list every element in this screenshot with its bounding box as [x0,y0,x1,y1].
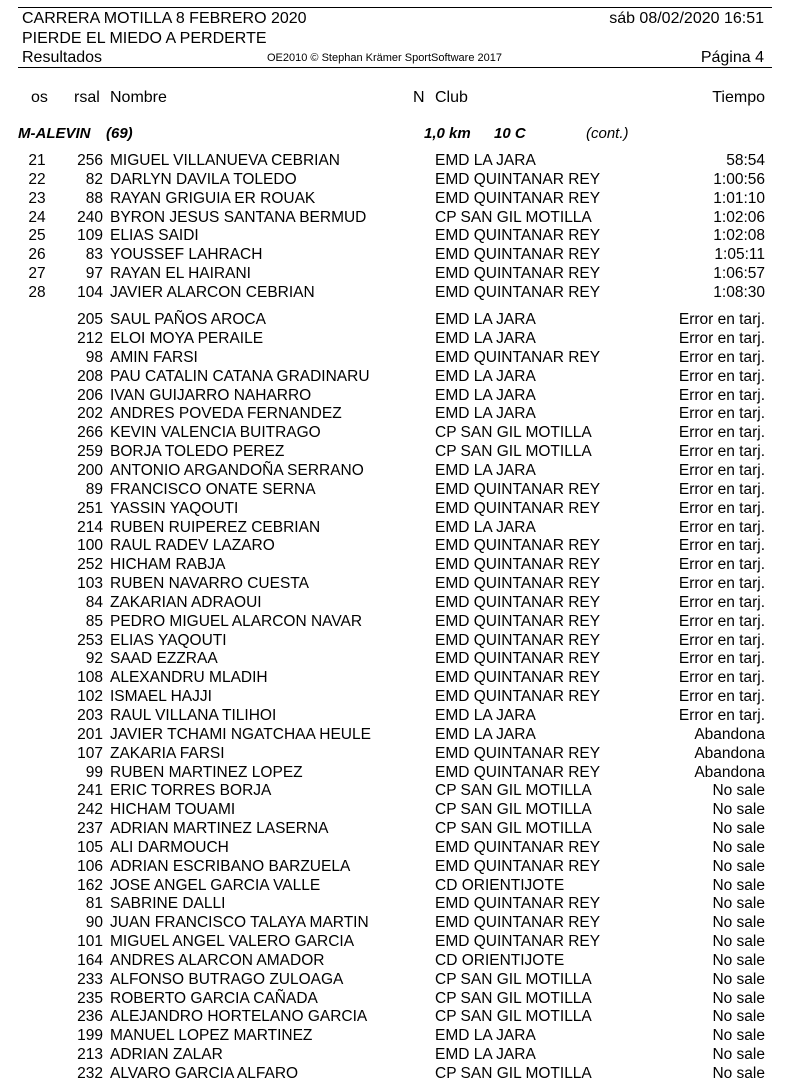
cell-time: Error en tarj. [678,386,765,404]
cell-time: Error en tarj. [678,480,765,498]
cell-club: EMD LA JARA [435,330,536,348]
cell-bib: 84 [85,593,103,611]
cell-time: No sale [712,951,765,969]
cell-time: Error en tarj. [678,405,765,423]
cell-club: CP SAN GIL MOTILLA [435,801,592,819]
table-row [0,481,800,500]
cell-bib: 241 [77,782,103,800]
cell-time: Error en tarj. [678,462,765,479]
cell-time: Error en tarj. [678,688,765,706]
cell-club: EMD QUINTANAR REY [435,593,601,611]
print-datetime: sáb 08/02/2020 16:51 [609,10,764,27]
table-row [0,1008,800,1027]
cell-time: No sale [712,782,765,800]
cell-name: ZAKARIAN ADRAOUI [110,593,262,611]
cell-time: 1:00:56 [713,170,765,188]
cell-bib: 85 [85,612,103,630]
table-row [0,914,800,933]
header-rule [18,67,772,68]
cell-club: EMD QUINTANAR REY [435,537,601,555]
cell-bib: 252 [77,556,103,574]
cell-club: EMD LA JARA [435,462,536,479]
category-name: M-ALEVIN [18,125,91,142]
cell-position: 24 [28,208,46,226]
section-title: Resultados [22,49,103,66]
cell-name: YASSIN YAQOUTI [110,499,239,517]
cell-time: Error en tarj. [678,631,765,649]
cell-name: RAUL VILLANA TILIHOI [110,706,277,724]
cell-name: BYRON JESUS SANTANA BERMUD [110,208,367,226]
cell-time: No sale [712,933,765,951]
table-row [0,839,800,858]
cell-name: HICHAM TOUAMI [110,801,236,819]
cell-bib: 99 [85,763,103,781]
table-row [0,764,800,783]
cell-time: Error en tarj. [678,669,765,687]
table-row [0,745,800,764]
cell-name: ALEXANDRU MLADIH [110,669,268,687]
table-row [0,820,800,839]
cell-club: CD ORIENTIJOTE [435,876,565,894]
table-row [0,556,800,575]
cell-club: EMD QUINTANAR REY [435,612,601,630]
cell-name: ALFONSO BUTRAGO ZULOAGA [110,970,344,988]
cell-bib: 237 [77,820,103,838]
cell-time: Error en tarj. [678,518,765,536]
cell-bib: 203 [77,706,103,724]
cell-time: 1:01:10 [713,189,765,207]
cell-bib: 206 [77,386,103,404]
top-rule [18,7,772,8]
cell-club: EMD LA JARA [435,725,536,743]
cell-club: EMD QUINTANAR REY [435,575,601,593]
table-row [0,669,800,688]
cell-club: CP SAN GIL MOTILLA [435,1008,592,1026]
cell-name: YOUSSEF LAHRACH [110,246,263,264]
cell-time: Abandona [694,725,765,743]
cell-club: EMD QUINTANAR REY [435,265,601,283]
cell-bib: 205 [77,311,103,329]
cell-club: EMD QUINTANAR REY [435,838,601,856]
cell-time: No sale [712,970,765,988]
cell-name: JUAN FRANCISCO TALAYA MARTIN [110,914,369,932]
cell-name: AMIN FARSI [110,348,198,366]
cell-club: CP SAN GIL MOTILLA [435,443,592,461]
table-row [0,1046,800,1065]
table-row [0,227,800,246]
cell-name: RAUL RADEV LAZARO [110,537,275,555]
cell-name: ANDRES ALARCON AMADOR [110,951,325,969]
cell-bib: 232 [77,1065,103,1082]
cell-name: JAVIER TCHAMI NGATCHAA HEULE [110,725,371,743]
cell-time: No sale [712,989,765,1007]
cell-time: No sale [712,1027,765,1045]
cell-time: 1:05:11 [714,246,765,264]
cell-club: EMD QUINTANAR REY [435,688,601,706]
table-row [0,1027,800,1046]
cell-time: 1:06:57 [713,265,765,283]
cell-position: 25 [28,227,46,245]
cell-bib: 212 [77,330,103,348]
cell-club: CP SAN GIL MOTILLA [435,208,592,226]
table-row [0,246,800,265]
cell-name: ZAKARIA FARSI [110,744,225,762]
cell-bib: 236 [77,1008,103,1026]
table-row [0,707,800,726]
cell-name: JOSE ANGEL GARCIA VALLE [110,876,321,894]
cell-club: EMD QUINTANAR REY [435,895,601,913]
table-row [0,462,800,481]
table-row [0,726,800,745]
table-row [0,330,800,349]
cell-bib: 253 [77,631,103,649]
table-row [0,594,800,613]
cell-club: EMD QUINTANAR REY [435,189,601,207]
cell-club: CP SAN GIL MOTILLA [435,1065,592,1082]
table-row [0,688,800,707]
cell-time: No sale [712,876,765,894]
cell-position: 22 [28,170,46,188]
cell-time: Error en tarj. [678,424,765,442]
cell-club: EMD QUINTANAR REY [435,556,601,574]
cell-bib: 251 [77,499,103,517]
cell-name: MIGUEL VILLANUEVA CEBRIAN [110,152,340,169]
cell-name: PAU CATALIN CATANA GRADINARU [110,367,370,385]
cell-club: EMD LA JARA [435,706,536,724]
cell-bib: 82 [85,170,103,188]
cell-club: EMD LA JARA [435,1046,536,1064]
table-row [0,349,800,368]
table-row [0,650,800,669]
cell-position: 27 [28,265,46,283]
cell-bib: 164 [77,951,103,969]
cell-time: 1:02:08 [713,227,765,245]
cell-time: No sale [712,914,765,932]
cell-bib: 92 [85,650,103,668]
cell-name: ANDRES POVEDA FERNANDEZ [110,405,342,423]
cell-name: ADRIAN ZALAR [110,1046,223,1064]
cell-bib: 201 [77,725,103,743]
cell-club: CP SAN GIL MOTILLA [435,989,592,1007]
cell-bib: 162 [77,876,103,894]
cell-club: EMD QUINTANAR REY [435,246,601,264]
cell-name: MIGUEL ANGEL VALERO GARCIA [110,933,355,951]
cell-bib: 100 [77,537,103,555]
table-row [0,387,800,406]
cell-time: Error en tarj. [678,348,765,366]
cell-bib: 98 [85,348,103,366]
cell-bib: 90 [85,914,103,932]
cell-time: Error en tarj. [678,575,765,593]
cell-bib: 97 [85,265,103,283]
cell-name: ISMAEL HAJJI [110,688,212,706]
cell-name: ELOI MOYA PERAILE [110,330,264,348]
cell-bib: 199 [77,1027,103,1045]
table-row [0,368,800,387]
table-row [0,519,800,538]
cell-club: EMD QUINTANAR REY [435,744,601,762]
cell-name: ALVARO GARCIA ALFARO [110,1065,299,1082]
cell-bib: 108 [77,669,103,687]
cell-bib: 88 [85,189,103,207]
cell-club: EMD QUINTANAR REY [435,348,601,366]
cell-position: 28 [28,283,46,301]
cell-bib: 89 [85,480,103,498]
cell-name: SABRINE DALLI [110,895,226,913]
cell-club: EMD LA JARA [435,405,536,423]
cell-bib: 107 [77,744,103,762]
table-row [0,952,800,971]
cell-bib: 259 [77,443,103,461]
cell-time: No sale [712,857,765,875]
cell-name: RUBEN RUIPEREZ CEBRIAN [110,518,321,536]
cell-time: No sale [712,820,765,838]
cell-time: Error en tarj. [678,650,765,668]
table-row [0,265,800,284]
table-row [0,990,800,1009]
cell-bib: 235 [77,989,103,1007]
cell-name: ERIC TORRES BORJA [110,782,272,800]
table-row [0,877,800,896]
cell-time: 1:08:30 [713,283,765,301]
table-row [0,575,800,594]
cell-bib: 213 [77,1046,103,1064]
cell-bib: 256 [77,152,103,169]
cell-position: 23 [28,189,46,207]
cell-time: Error en tarj. [678,443,765,461]
table-row [0,632,800,651]
cell-time: Error en tarj. [678,367,765,385]
cell-time: 58:54 [726,152,765,169]
cell-bib: 233 [77,970,103,988]
cell-club: EMD QUINTANAR REY [435,857,601,875]
cell-time: Error en tarj. [678,593,765,611]
col-header-n: N [413,89,425,106]
cell-club: EMD LA JARA [435,367,536,385]
cell-bib: 202 [77,405,103,423]
cell-name: FRANCISCO ONATE SERNA [110,480,316,498]
cell-time: Error en tarj. [678,612,765,630]
cell-time: Error en tarj. [678,537,765,555]
cell-name: BORJA TOLEDO PEREZ [110,443,285,461]
cell-name: JAVIER ALARCON CEBRIAN [110,283,315,301]
cell-name: ROBERTO GARCIA CAÑADA [110,989,318,1007]
cell-name: SAAD EZZRAA [110,650,218,668]
cell-name: ANTONIO ARGANDOÑA SERRANO [110,462,364,479]
cell-club: CP SAN GIL MOTILLA [435,820,592,838]
cell-time: 1:02:06 [713,208,765,226]
col-header-name: Nombre [110,89,167,106]
cell-time: No sale [712,1046,765,1064]
cell-name: RAYAN EL HAIRANI [110,265,251,283]
table-row [0,190,800,209]
category-count: (69) [106,125,133,142]
cell-club: EMD QUINTANAR REY [435,669,601,687]
cell-position: 26 [28,246,46,264]
cell-name: RUBEN MARTINEZ LOPEZ [110,763,303,781]
cell-name: ADRIAN ESCRIBANO BARZUELA [110,857,351,875]
table-row [0,424,800,443]
cell-name: SAUL PAÑOS AROCA [110,311,266,329]
cell-bib: 200 [77,462,103,479]
table-row [0,801,800,820]
cell-club: EMD QUINTANAR REY [435,933,601,951]
results-table [0,152,800,1084]
cell-bib: 102 [77,688,103,706]
cell-name: ALI DARMOUCH [110,838,229,856]
col-header-time: Tiempo [712,89,765,106]
cell-club: EMD LA JARA [435,311,536,329]
cell-time: Error en tarj. [678,499,765,517]
table-row [0,613,800,632]
cell-name: ALEJANDRO HORTELANO GARCIA [110,1008,368,1026]
table-row [0,895,800,914]
event-title: CARRERA MOTILLA 8 FEBRERO 2020 [22,10,307,27]
col-header-bib: rsal [74,89,100,106]
cell-bib: 81 [85,895,103,913]
cell-club: EMD QUINTANAR REY [435,170,601,188]
cell-name: RAYAN GRIGUIA ER ROUAK [110,189,316,207]
category-distance: 1,0 km [424,125,471,142]
table-row [0,858,800,877]
cell-bib: 106 [77,857,103,875]
cell-bib: 109 [77,227,103,245]
cell-time: Error en tarj. [678,330,765,348]
cell-club: EMD LA JARA [435,386,536,404]
cell-time: Abandona [694,744,765,762]
cell-name: ELIAS YAQOUTI [110,631,227,649]
cell-club: EMD LA JARA [435,152,536,169]
table-row [0,209,800,228]
table-row [0,933,800,952]
event-subtitle: PIERDE EL MIEDO A PERDERTE [22,30,267,47]
table-row [0,405,800,424]
cell-time: Error en tarj. [678,311,765,329]
cell-name: PEDRO MIGUEL ALARCON NAVAR [110,612,363,630]
cell-name: KEVIN VALENCIA BUITRAGO [110,424,321,442]
cell-position: 21 [28,152,46,169]
table-row [0,443,800,462]
cell-club: EMD LA JARA [435,1027,536,1045]
cell-club: CP SAN GIL MOTILLA [435,970,592,988]
cell-name: DARLYN DAVILA TOLEDO [110,170,297,188]
table-row [0,1065,800,1084]
cell-bib: 208 [77,367,103,385]
cell-bib: 101 [77,933,103,951]
cell-club: EMD QUINTANAR REY [435,631,601,649]
software-credit: OE2010 © Stephan Krämer SportSoftware 2017 [267,52,502,64]
cell-time: Error en tarj. [678,706,765,724]
table-row [0,171,800,190]
cell-time: Error en tarj. [678,556,765,574]
cell-name: ELIAS SAIDI [110,227,199,245]
category-controls: 10 C [494,125,526,142]
cell-time: No sale [712,895,765,913]
col-header-club: Club [435,89,468,106]
cell-club: EMD QUINTANAR REY [435,227,601,245]
cell-club: EMD QUINTANAR REY [435,914,601,932]
cell-club: EMD QUINTANAR REY [435,499,601,517]
cell-time: No sale [712,1065,765,1082]
cell-name: MANUEL LOPEZ MARTINEZ [110,1027,313,1045]
table-row [0,284,800,303]
cell-bib: 105 [77,838,103,856]
cell-bib: 240 [77,208,103,226]
cell-time: Abandona [694,763,765,781]
cell-club: CD ORIENTIJOTE [435,951,565,969]
cell-bib: 83 [85,246,103,264]
cell-club: CP SAN GIL MOTILLA [435,424,592,442]
cell-club: EMD QUINTANAR REY [435,480,601,498]
cell-bib: 104 [77,283,103,301]
cell-club: EMD QUINTANAR REY [435,650,601,668]
col-header-pos: os [31,89,48,106]
cell-time: No sale [712,1008,765,1026]
cell-name: IVAN GUIJARRO NAHARRO [110,386,312,404]
table-row [0,782,800,801]
cell-name: ADRIAN MARTINEZ LASERNA [110,820,329,838]
cell-name: RUBEN NAVARRO CUESTA [110,575,309,593]
cell-time: No sale [712,838,765,856]
page-number: Página 4 [700,49,764,66]
cell-bib: 103 [77,575,103,593]
cell-time: No sale [712,801,765,819]
table-row [0,311,800,330]
cell-name: HICHAM RABJA [110,556,226,574]
category-note: (cont.) [586,125,629,142]
cell-club: CP SAN GIL MOTILLA [435,782,592,800]
cell-bib: 266 [77,424,103,442]
cell-club: EMD LA JARA [435,518,536,536]
table-row [0,152,800,171]
table-row [0,500,800,519]
table-row [0,537,800,556]
table-row [0,971,800,990]
cell-bib: 242 [77,801,103,819]
cell-bib: 214 [77,518,103,536]
cell-club: EMD QUINTANAR REY [435,763,601,781]
cell-club: EMD QUINTANAR REY [435,283,601,301]
